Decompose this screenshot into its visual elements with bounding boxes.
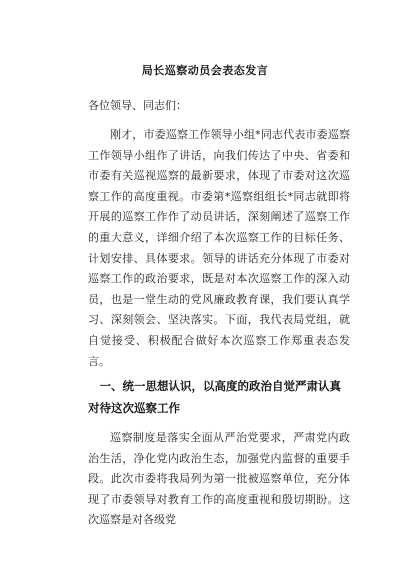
section-heading: 一、统一思想认识，以高度的政治自觉严肃认真对待这次巡察工作: [88, 379, 341, 415]
body-paragraph: 巡察制度是落实全面从严治党要求，严肃党内政治生活，净化党内政治生态，加强党内监督的重要手段。此次市委将我局列为第一批被巡察单位，充分体现了市委领导对教育工作的高度重视和殷切期盼。这次巡察是对各级党: [88, 431, 350, 527]
document-title: 局长巡察动员会表态发言: [141, 64, 269, 77]
salutation: 各位领导、同志们：: [88, 99, 187, 112]
body-paragraph: 刚才，市委巡察工作领导小组*同志代表市委巡察工作领导小组作了讲话，向我们传达了中央、省委和市委有关巡视巡察的最新要求，体现了市委对这次巡察工作的高度重视。市委第*巡察组组长*同志就即将开展的巡察工作作了动员讲话，深刻阐述了巡察工作的重大意义，详细介绍了本次巡察工作的目标任务、计划安排、具体要求。领导的讲话充分体现了市委对巡察工作的政治要求，既是对本次巡察工作的深入动员，也是一堂生动的党风廉政教育课，我们要认真学习、深刻领会、坚决落实。下面，我代表局党组，就自觉接受、积极配合做好本次巡察工作郑重表态发言。: [88, 128, 350, 368]
